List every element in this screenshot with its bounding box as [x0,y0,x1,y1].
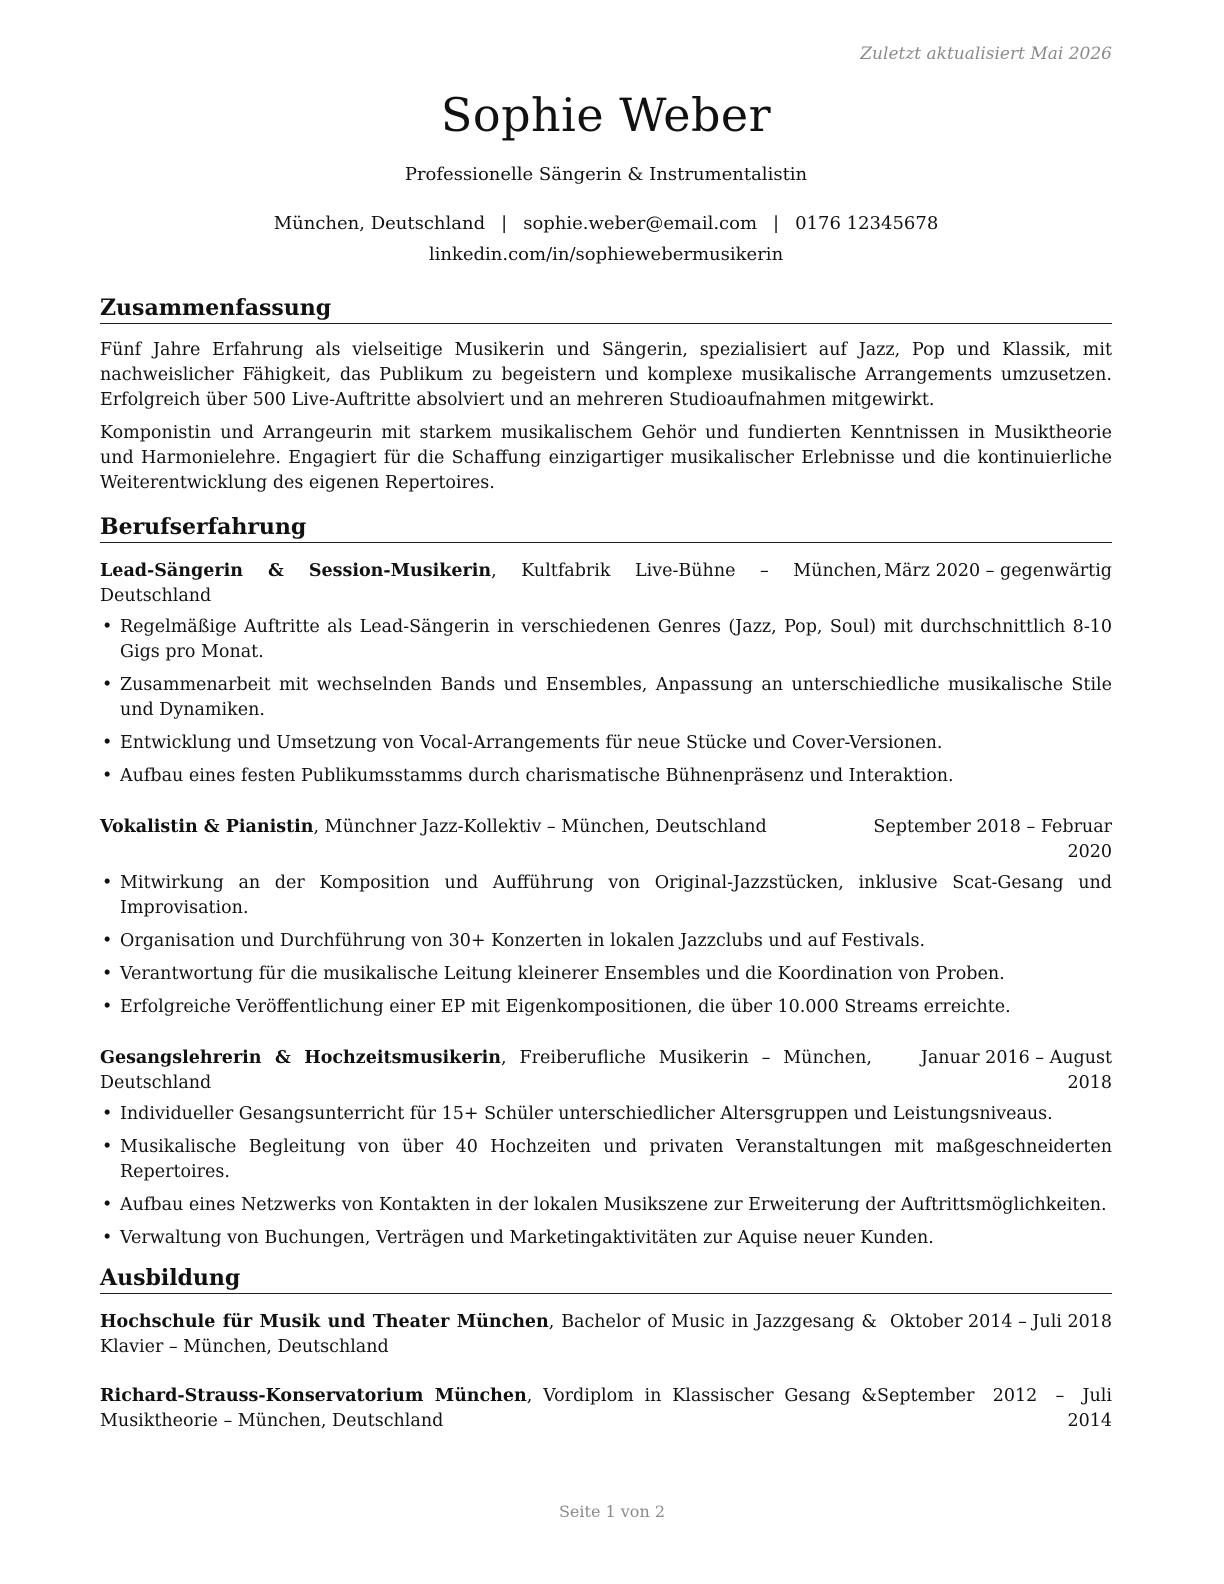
school-name: Richard-Strauss-Konservatorium München [100,1386,527,1406]
list-item: • Mitwirkung an der Komposition und Aufführung von Original-Jazzstücken, inklusive Scat-Gesang und Improvisation. [100,871,1112,921]
education-header [100,1384,1112,1434]
job-org: , Münchner Jazz-Kollektiv – München, Deutschland [313,817,767,837]
job-title-line [100,815,867,865]
list-item: • Verwaltung von Buchungen, Verträgen und Marketingaktivitäten zur Aquise neuer Kunden. [100,1226,1112,1251]
list-item: • Individueller Gesangsunterricht für 15+ Schüler unterschiedlicher Altersgruppen und Leistungsniveaus. [100,1102,1112,1127]
summary-paragraph: Fünf Jahre Erfahrung als vielseitige Musikerin und Sängerin, spezialisiert auf Jazz, Pop und Klassik, mit nachweislicher Fähigkeit, das Publikum zu begeistern und komplexe musikalische Arrangements umzusetzen. Erfolgreich über 500 Live-Auftritte absolviert und an mehreren Studioaufnahmen mitgewirkt. [100,340,1112,410]
contact-phone[interactable]: 0176 12345678 [795,213,939,234]
contact-linkedin[interactable]: linkedin.com/in/sophiewebermusikerin [428,244,784,265]
job-title-line [100,559,882,609]
education-section [100,1265,1112,1434]
education-dates: Oktober 2014 – Juli 2018 [890,1312,1112,1332]
education-title-line [100,1384,877,1434]
resume-page [100,40,1112,1434]
list-item: • Organisation und Durchführung von 30+ Konzerten in lokalen Jazzclubs und auf Festivals. [100,929,1112,954]
list-item: • Zusammenarbeit mit wechselnden Bands und Ensembles, Anpassung an unterschiedliche musikalische Stile und Dynamiken. [100,673,1112,723]
job-org: , Kultfabrik Live-Bühne – München, Deutschland [100,561,882,606]
education-header [100,1310,1112,1360]
list-item: • Aufbau eines festen Publikumsstamms durch charismatische Bühnenpräsenz und Interaktion. [100,764,1112,789]
list-item: • Aufbau eines Netzwerks von Kontakten in der lokalen Musikszene zur Erweiterung der Auftrittsmöglichkeiten. [100,1193,1112,1218]
contact-line [100,213,1112,234]
job-dates: März 2020 – gegenwärtig [884,561,1112,581]
job-title: Vokalistin & Pianistin [100,817,314,837]
candidate-subtitle: Professionelle Sängerin & Instrumentalistin [404,164,808,185]
contact-separator: | [501,213,508,234]
job-title-line [100,1046,872,1096]
list-item: • Erfolgreiche Veröffentlichung einer EP mit Eigenkompositionen, die über 10.000 Streams erreichte. [100,995,1112,1020]
candidate-name: Sophie Weber [440,88,772,142]
job-entry [100,1046,1112,1251]
education-dates: September 2012 – Juli 2014 [877,1386,1112,1431]
job-bullets [100,1102,1112,1251]
job-title: Lead-Sängerin & Session-Musikerin [100,561,492,581]
section-heading-summary: Zusammenfassung [100,295,1112,324]
last-updated-note: Zuletzt aktualisiert Mai 2026 [860,44,1112,64]
job-entry [100,559,1112,789]
job-header [100,815,1112,865]
education-title-line [100,1310,877,1360]
job-header [100,559,1112,609]
job-org: , Freiberufliche Musikerin – München, Deutschland [100,1048,872,1093]
contact-email[interactable]: sophie.weber@email.com [523,213,758,234]
job-entry [100,815,1112,1020]
job-bullets [100,615,1112,789]
contact-separator: | [773,213,780,234]
section-heading-experience: Berufserfahrung [100,514,1112,543]
job-dates: September 2018 – Februar 2020 [873,817,1112,862]
school-name: Hochschule für Musik und Theater München [100,1312,549,1332]
degree-detail: , Vordiplom in Klassischer Gesang & Musiktheorie – München, Deutschland [100,1386,877,1431]
job-header [100,1046,1112,1096]
job-title: Gesangslehrerin & Hochzeitsmusikerin [100,1048,502,1068]
degree-detail: , Bachelor of Music in Jazzgesang & Klavier – München, Deutschland [100,1312,877,1357]
list-item: • Entwicklung und Umsetzung von Vocal-Arrangements für neue Stücke und Cover-Versionen. [100,731,1112,756]
contact-location: München, Deutschland [273,213,486,234]
education-entry [100,1310,1112,1360]
experience-section [100,514,1112,1251]
education-entry [100,1384,1112,1434]
job-bullets [100,871,1112,1020]
summary-section [100,295,1112,496]
list-item: • Verantwortung für die musikalische Leitung kleinerer Ensembles und die Koordination von Proben. [100,962,1112,987]
job-dates: Januar 2016 – August 2018 [920,1048,1112,1093]
list-item: • Regelmäßige Auftritte als Lead-Sängerin in verschiedenen Genres (Jazz, Pop, Soul) mit durchschnittlich 8-10 Gigs pro Monat. [100,615,1112,665]
list-item: • Musikalische Begleitung von über 40 Hochzeiten und privaten Veranstaltungen mit maßgeschneiderten Repertoires. [100,1135,1112,1185]
section-heading-education: Ausbildung [100,1265,1112,1294]
summary-paragraph: Komponistin und Arrangeurin mit starkem musikalischem Gehör und fundierten Kenntnissen in Musiktheorie und Harmonielehre. Engagiert für die Schaffung einzigartiger musikalischer Erlebnisse und die kontinuierliche Weiterentwicklung des eigenen Repertoires. [100,423,1112,493]
page-number: Seite 1 von 2 [558,1502,666,1521]
